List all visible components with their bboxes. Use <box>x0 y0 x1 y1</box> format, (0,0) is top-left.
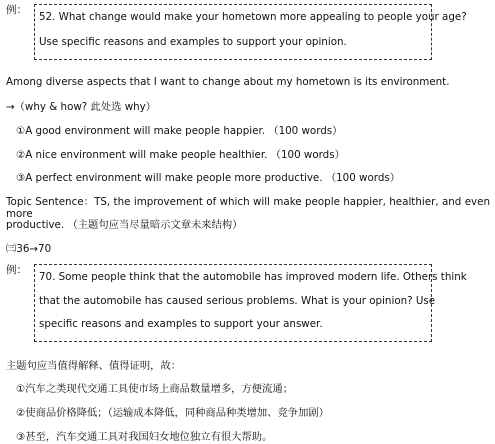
topic-sentence-cont: productive. （主题句应当尽量暗示文章未来结构） <box>6 219 243 231</box>
list-item: ③甚至，汽车交通工具对我国妇女地位独立有很大帮助。 <box>16 431 273 443</box>
arrow-note: →（why & how? 此处选 why） <box>6 101 157 113</box>
question-line: specific reasons and examples to support your answer. <box>39 318 323 330</box>
question-line: Use specific reasons and examples to support your opinion. <box>39 36 347 48</box>
list-item: ①汽车之类现代交通工具使市场上商品数量增多，方便流通； <box>16 383 293 395</box>
question-box-52 <box>34 4 467 60</box>
example-label: 例： <box>6 264 27 276</box>
question-line: 70. Some people think that the automobile has improved modern life. Others think <box>39 271 467 283</box>
intro-sentence: 主题句应当值得解释、值得证明，故： <box>6 360 182 372</box>
question-box-70 <box>34 264 467 342</box>
example-label: 例： <box>6 4 27 16</box>
list-item: ②A nice environment will make people healthier. （100 words） <box>16 149 345 161</box>
list-item: ②使商品价格降低；（运输成本降低，同种商品种类增加、竞争加剧） <box>16 407 329 419</box>
section-marker: ㈢36→70 <box>6 243 52 255</box>
question-line: that the automobile has caused serious problems. What is your opinion? Use <box>39 295 436 307</box>
intro-sentence: Among diverse aspects that I want to change about my hometown is its environment. <box>6 76 450 88</box>
list-item: ③A perfect environment will make people more productive. （100 words） <box>16 172 401 184</box>
topic-sentence: Topic Sentence：TS, the improvement of which will make people happier, healthier, and even more <box>6 196 490 220</box>
question-line: 52. What change would make your hometown more appealing to people your age? <box>39 11 467 23</box>
list-item: ①A good environment will make people happier. （100 words） <box>16 125 343 137</box>
